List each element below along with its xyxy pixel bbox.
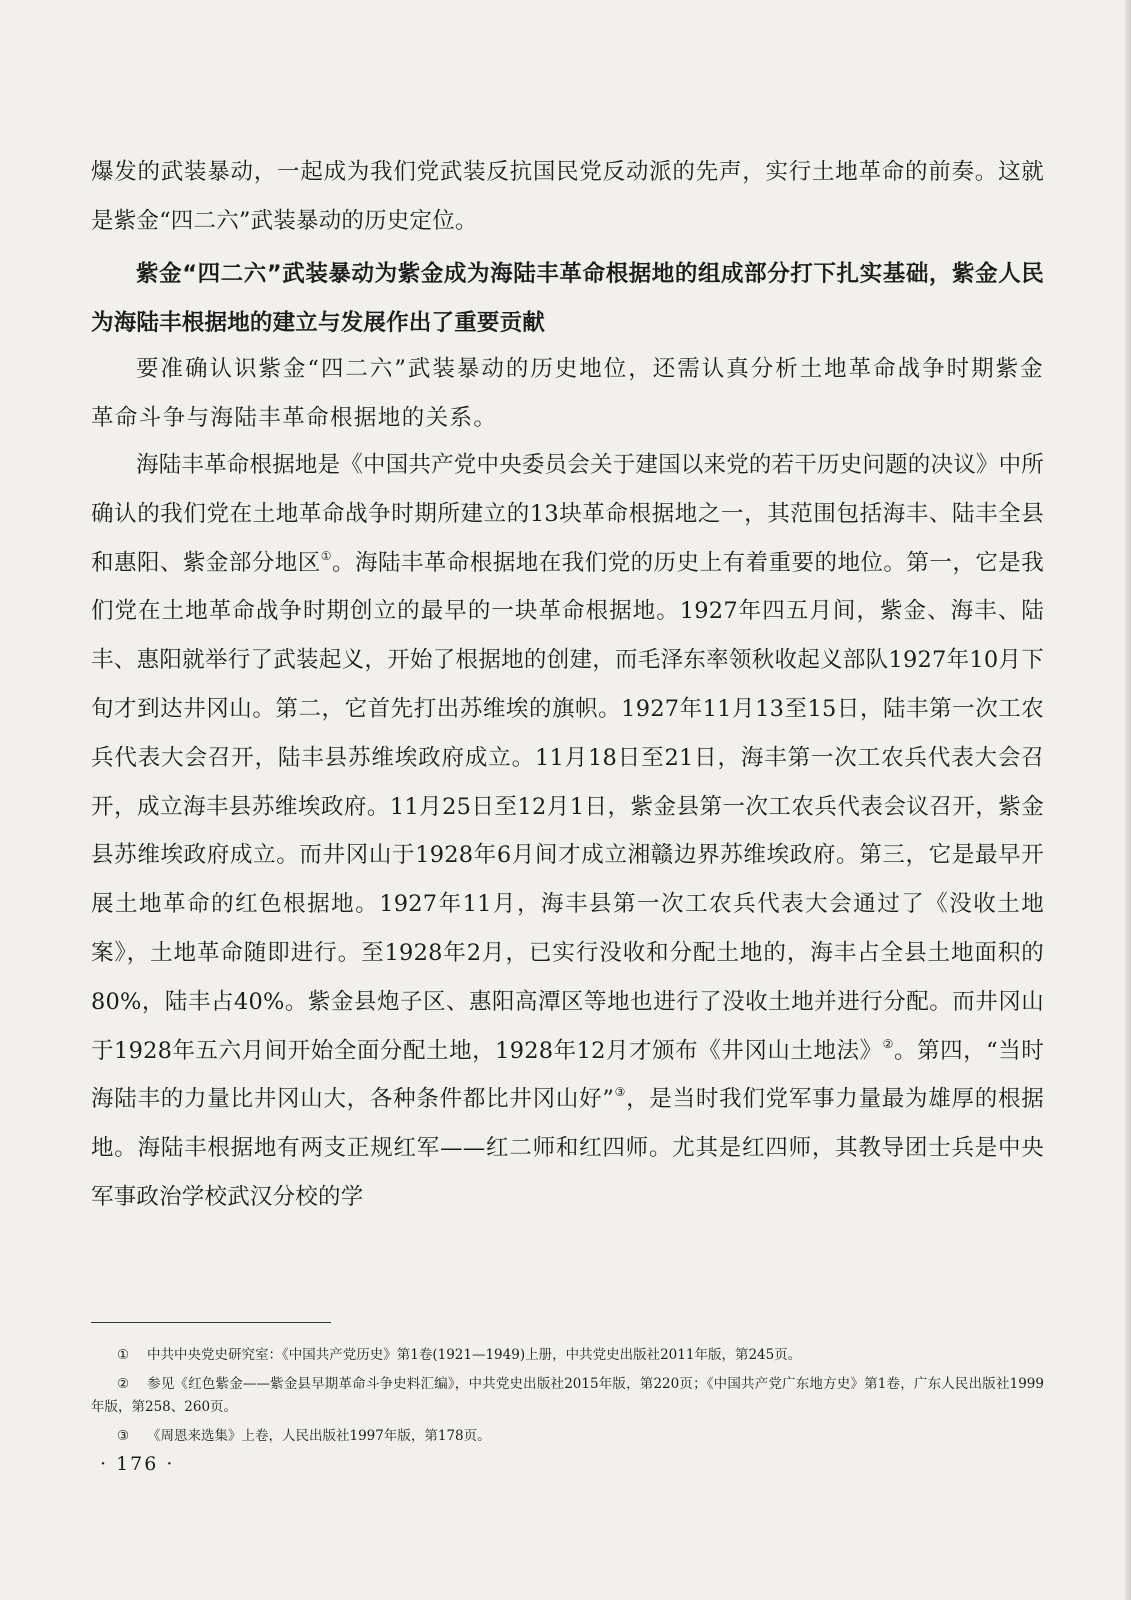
- footnote-3: [91, 1425, 1044, 1448]
- footnote-1: [91, 1344, 1044, 1367]
- paragraph-context: 要准确认识紫金“四二六”武装暴动的历史地位，还需认真分析土地革命战争时期紫金革命斗争与海陆丰革命根据地的关系。: [91, 356, 1044, 431]
- section-heading: 紫金“四二六”武装暴动为紫金成为海陆丰革命根据地的组成部分打下扎实基础，紫金人民为海陆丰根据地的建立与发展作出了重要贡献: [91, 261, 1044, 336]
- footnote-ref-3[interactable]: ③: [614, 1085, 627, 1100]
- paragraph-intro: 爆发的武装暴动，一起成为我们党武装反抗国民党反动派的先声，实行土地革命的前奏。这就是紫金“四二六”武装暴动的历史定位。: [91, 159, 1044, 234]
- paragraph-main-part-4: ，是当时我们党军事力量最为雄厚的根据地。海陆丰根据地有两支正规红军——红二师和红四师。尤其是红四师，其教导团士兵是中央军事政治学校武汉分校的学: [91, 1086, 1044, 1210]
- footnote-2: [91, 1373, 1044, 1419]
- footnote-number: ③: [117, 1428, 130, 1444]
- footnote-text: 参见《红色紫金——紫金县早期革命斗争史料汇编》，中共党史出版社2015年版，第220页；《中国共产党广东地方史》第1卷，广东人民出版社1999年版，第258、260页。: [91, 1376, 1044, 1415]
- footnote-divider: [91, 1322, 331, 1323]
- paragraph-main: [91, 441, 1044, 1222]
- footnote-ref-2[interactable]: ②: [882, 1036, 894, 1051]
- footnotes: [91, 1344, 1044, 1454]
- paragraph-main-part-3: 。第四，“当时海陆丰的力量比井冈山大，各种条件都比井冈山好”: [91, 1037, 1044, 1113]
- page-edge: [1125, 0, 1131, 1600]
- paragraph-main-part-1: 海陆丰革命根据地是《中国共产党中央委员会关于建国以来党的若干历史问题的决议》中所确认的我们党在土地革命战争时期所建立的13块革命根据地之一，其范围包括海丰、陆丰全县和惠阳、紫金部分地区: [91, 452, 1045, 576]
- footnote-number: ②: [117, 1376, 130, 1392]
- footnote-text: 《周恩来选集》上卷，人民出版社1997年版，第178页。: [147, 1428, 491, 1444]
- page-number: · 176 ·: [100, 1453, 175, 1475]
- paragraph-main-part-2: 。海陆丰革命根据地在我们党的历史上有着重要的地位。第一，它是我们党在土地革命战争时期创立的最早的一块革命根据地。1927年四五月间，紫金、海丰、陆丰、惠阳就举行了武装起义，开始了根据地的创建，而毛泽东率领秋收起义部队1927年10月下旬才到达井冈山。第二，它首先打出苏维埃的旗帜。1927年11月13至15日，陆丰第一次工农兵代表大会召开，陆丰县苏维埃政府成立。11月18日至21日，海丰第一次工农兵代表大会召开，成立海丰县苏维埃政府。11月25日至12月1日，紫金县第一次工农兵代表会议召开，紫金县苏维埃政府成立。而井冈山于1928年6月间才成立湘赣边界苏维埃政府。第三，它是最早开展土地革命的红色根据地。1927年11月，海丰县第一次工农兵代表大会通过了《没收土地案》，土地革命随即进行。至1928年2月，已实行没收和分配土地的，海丰占全县土地面积的80%，陆丰占40%。紫金县炮子区、惠阳高潭区等地也进行了没收土地并进行分配。而井冈山于1928年五六月间开始全面分配土地，1928年12月才颁布《井冈山土地法》: [91, 549, 1044, 1064]
- footnote-ref-1[interactable]: ①: [320, 548, 332, 563]
- footnote-number: ①: [117, 1347, 130, 1363]
- footnote-text: 中共中央党史研究室：《中国共产党历史》第1卷(1921—1949)上册，中共党史出版社2011年版，第245页。: [147, 1347, 802, 1363]
